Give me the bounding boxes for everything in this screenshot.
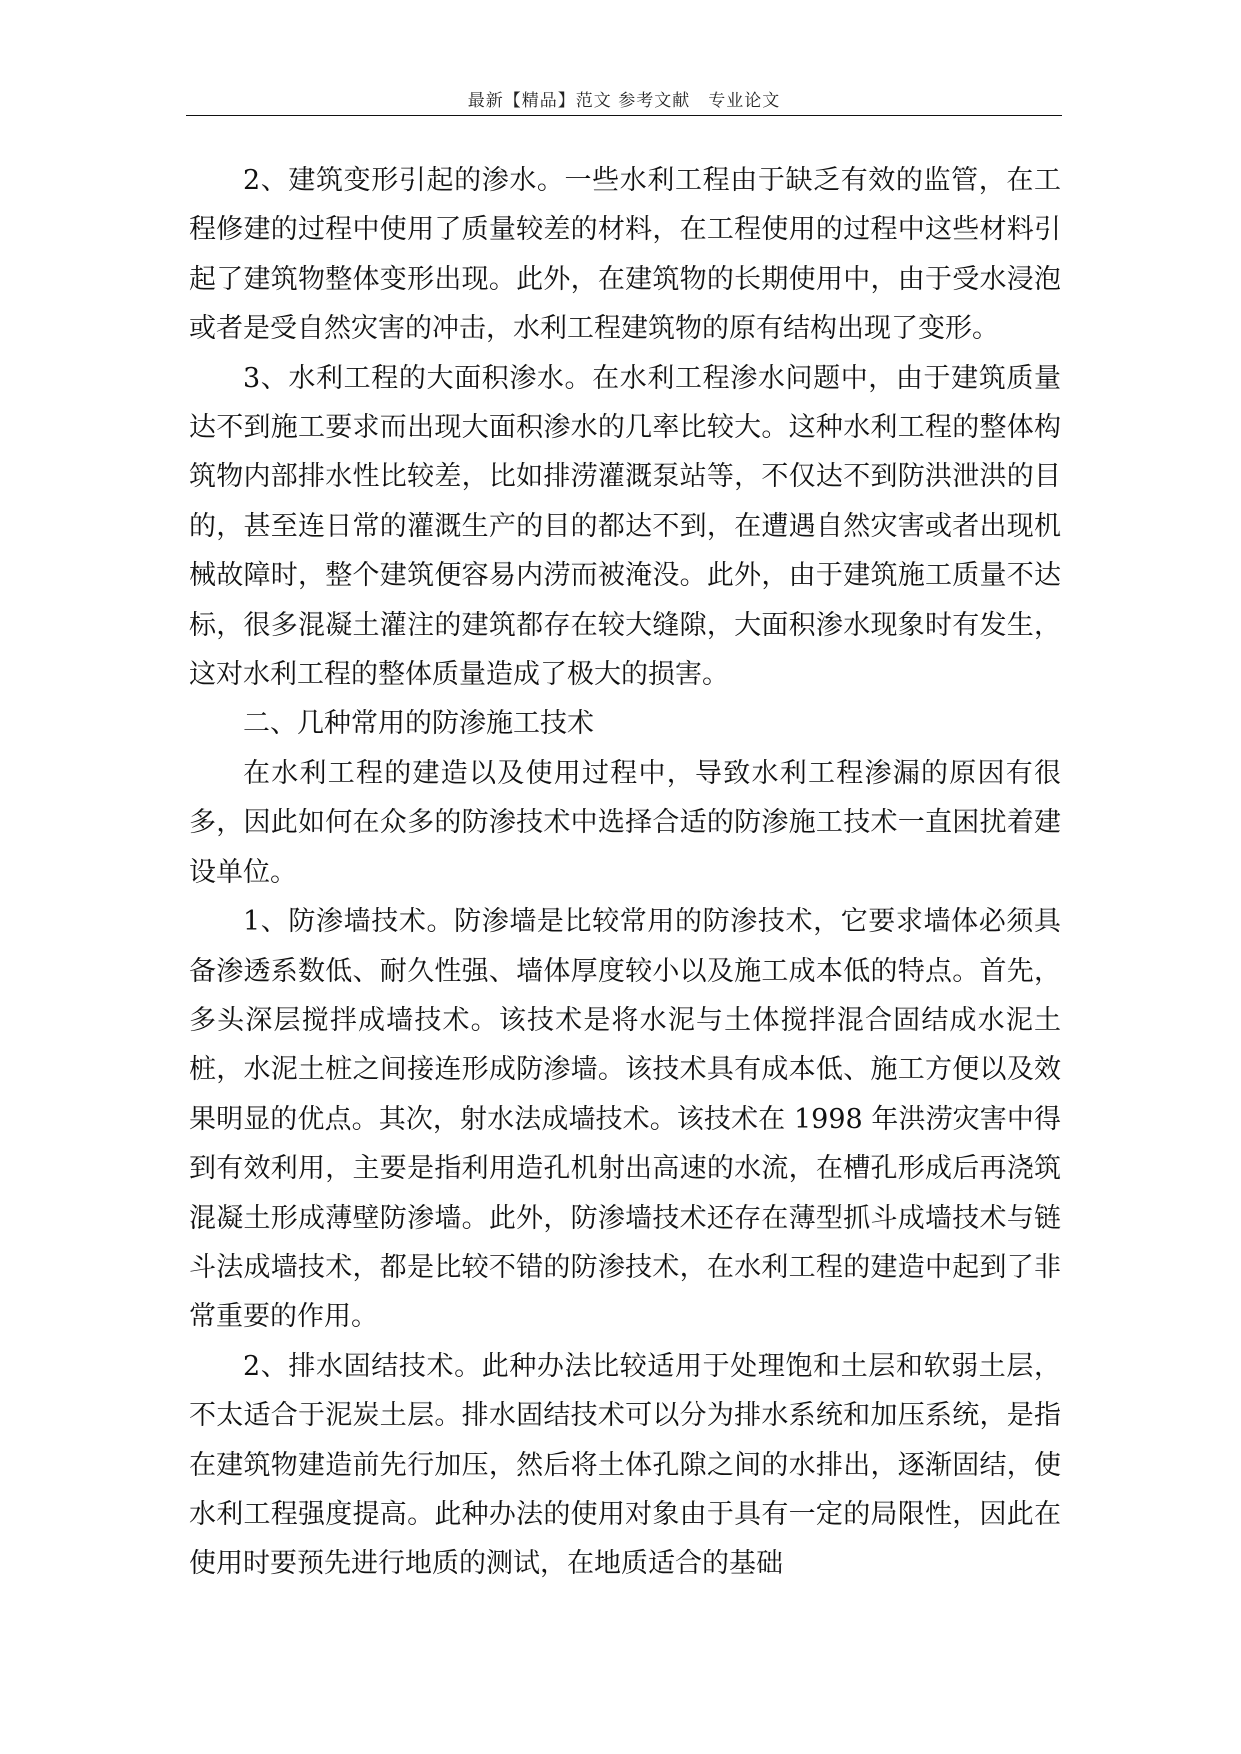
section-heading-anti-seepage-techniques: 二、几种常用的防渗施工技术 bbox=[243, 708, 594, 740]
paragraph-intro-anti-seepage: 在水利工程的建造以及使用过程中，导致水利工程渗漏的原因有很多，因此如何在众多的防渗技术中选择合适的防渗施工技术一直困扰着建设单位。 bbox=[189, 757, 1061, 888]
page-header: 最新【精品】范文 参考文献 专业论文 bbox=[467, 91, 781, 111]
paragraph-cutoff-wall-technique: 1、防渗墙技术。防渗墙是比较常用的防渗技术，它要求墙体必须具备渗透系数低、耐久性强、墙体厚度较小以及施工成本低的特点。首先，多头深层搅拌成墙技术。该技术是将水泥与土体搅拌混合固结成水泥土桩，水泥土桩之间接连形成防渗墙。该技术具有成本低、施工方便以及效果明显的优点。其次，射水法成墙技术。该技术在 1998 年洪涝灾害中得到有效利用，主要是指利用造孔机射出高速的水流，在槽孔形成后再浇筑混凝土形成薄壁防渗墙。此外，防渗墙技术还存在薄型抓斗成墙技术与链斗法成墙技术，都是比较不错的防渗技术，在水利工程的建造中起到了非常重要的作用。 bbox=[189, 906, 1061, 1333]
paragraph-drainage-consolidation: 2、排水固结技术。此种办法比较适用于处理饱和土层和软弱土层，不太适合于泥炭土层。排水固结技术可以分为排水系统和加压系统，是指在建筑物建造前先行加压，然后将土体孔隙之间的水排出，逐渐固结，使水利工程强度提高。此种办法的使用对象由于具有一定的局限性，因此在使用时要预先进行地质的测试，在地质适合的基础 bbox=[189, 1350, 1061, 1580]
paragraph-large-area-seepage: 3、水利工程的大面积渗水。在水利工程渗水问题中，由于建筑质量达不到施工要求而出现大面积渗水的几率比较大。这种水利工程的整体构筑物内部排水性比较差，比如排涝灌溉泵站等，不仅达不到防洪泄洪的目的，甚至连日常的灌溉生产的目的都达不到，在遭遇自然灾害或者出现机械故障时，整个建筑便容易内涝而被淹没。此外，由于建筑施工质量不达标，很多混凝土灌注的建筑都存在较大缝隙，大面积渗水现象时有发生，这对水利工程的整体质量造成了极大的损害。 bbox=[189, 362, 1061, 691]
header-divider bbox=[186, 115, 1062, 116]
body-text bbox=[189, 156, 1061, 1589]
paragraph-building-deformation-seepage: 2、建筑变形引起的渗水。一些水利工程由于缺乏有效的监管，在工程修建的过程中使用了质量较差的材料，在工程使用的过程中这些材料引起了建筑物整体变形出现。此外，在建筑物的长期使用中，由于受水浸泡或者是受自然灾害的冲击，水利工程建筑物的原有结构出现了变形。 bbox=[189, 165, 1061, 345]
